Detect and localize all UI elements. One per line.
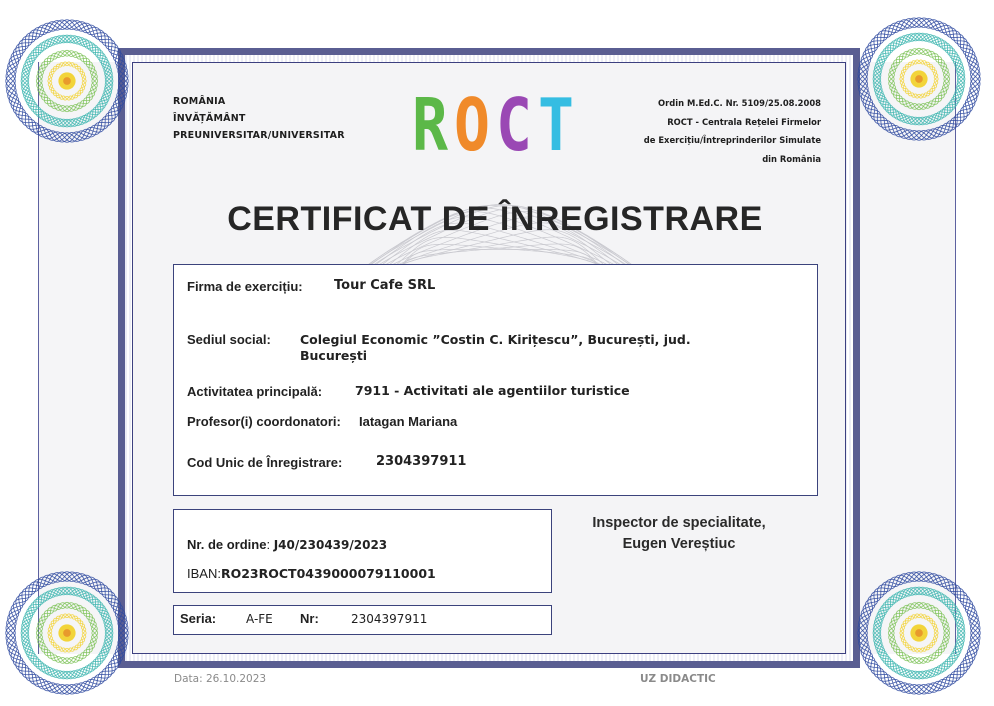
registration-number-label: Nr. de ordine: [187, 537, 267, 552]
logo-letter: C: [496, 90, 532, 154]
roct-name-text: ROCT - Centrala Rețelei Firmelor: [667, 116, 821, 127]
rosette-seal-top-left: [0, 14, 134, 148]
series-box: [173, 605, 552, 635]
headquarters-value: [300, 332, 691, 364]
iban-value: RO23ROCT0439000079110001: [220, 566, 436, 581]
issuer-header: [173, 93, 345, 144]
issue-date: Data: 26.10.2023: [174, 673, 267, 685]
coordinators-label: Profesor(i) coordonatori:: [187, 414, 341, 429]
logo-letter: T: [538, 90, 574, 154]
registration-number-colon: :: [266, 537, 271, 552]
registration-number-value: J40/230439/2023: [273, 538, 388, 552]
didactic-use-note: UZ DIDACTIC: [640, 673, 716, 685]
education-level-label: PREUNIVERSITAR/UNIVERSITAR: [173, 130, 345, 141]
registration-number: [187, 537, 387, 552]
company-name-value: Tour Cafe SRL: [334, 278, 436, 293]
logo-letter: O: [454, 90, 490, 154]
unique-code-value: 2304397911: [376, 454, 467, 469]
series-label: Seria:: [180, 611, 217, 626]
headquarters-line-2: București: [300, 348, 368, 363]
inspector-title: Inspector de specialitate,: [592, 515, 766, 531]
headquarters-label: Sediul social:: [187, 332, 271, 347]
order-number-text: Ordin M.Ed.C. Nr. 5109/25.08.2008: [657, 98, 821, 108]
rosette-seal-bottom-left: [0, 566, 134, 700]
main-activity-label: Activitatea principală:: [187, 384, 323, 399]
unique-code-label: Cod Unic de Înregistrare:: [187, 455, 343, 470]
series-value: A-FE: [246, 612, 273, 626]
rosette-seal-top-right: [852, 12, 986, 146]
inspector-signature-block: [560, 513, 798, 555]
iban: [187, 566, 436, 581]
roct-logo: [412, 90, 578, 154]
company-details-box: [173, 264, 818, 496]
country-label: ROMÂNIA: [173, 96, 226, 107]
headquarters-line-1: Colegiul Economic ”Costin C. Kirițescu”, București, jud.: [300, 332, 691, 347]
logo-letter: R: [412, 90, 449, 154]
roct-name-text-3: din România: [762, 153, 821, 164]
certificate-title: CERTIFICAT DE ÎNREGISTRARE: [227, 200, 763, 238]
order-reference: [600, 94, 821, 168]
number-label: Nr:: [300, 611, 319, 626]
roct-name-text-2: de Exercițiu/Întreprinderilor Simulate: [643, 135, 821, 145]
number-value: 2304397911: [351, 612, 428, 626]
registration-number-box: [173, 509, 552, 593]
inspector-name: Eugen Vereștiuc: [622, 536, 736, 552]
company-name-label: Firma de exercițiu:: [187, 279, 303, 294]
iban-label: IBAN:: [187, 566, 221, 581]
main-activity-value: 7911 - Activitati ale agentiilor turistice: [355, 383, 630, 398]
coordinators-value: Iatagan Mariana: [359, 414, 458, 429]
rosette-seal-bottom-right: [852, 566, 986, 700]
education-label: ÎNVĂȚĂMÂNT: [173, 113, 246, 124]
